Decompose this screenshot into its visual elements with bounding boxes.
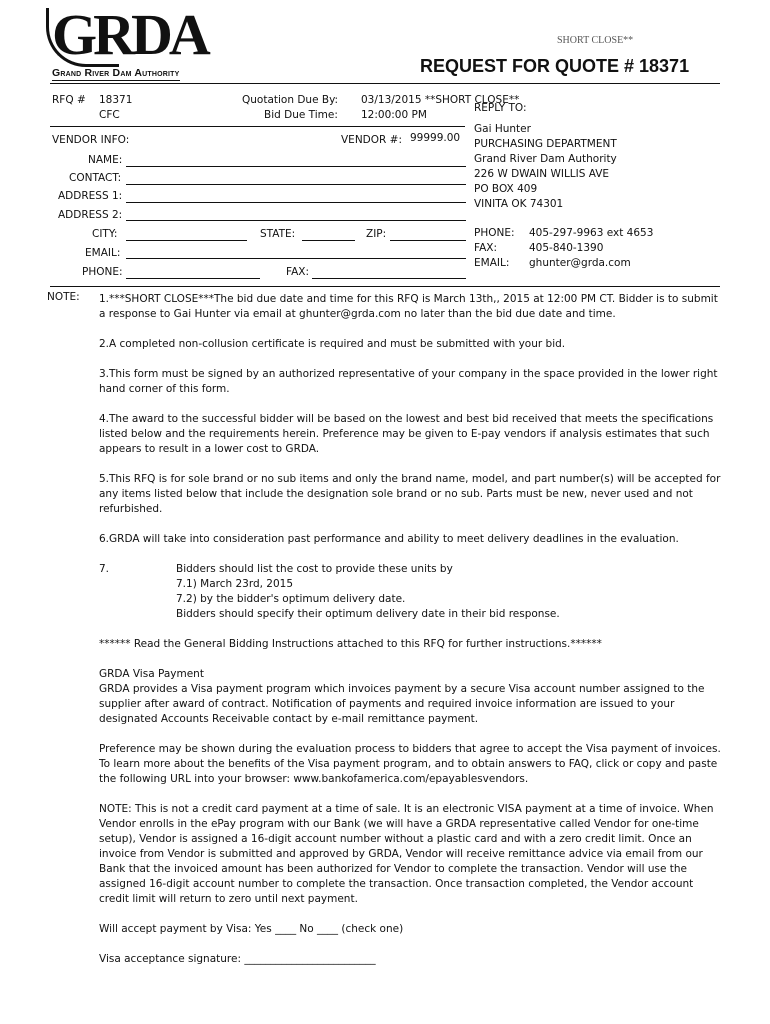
note-7-line: 7.2) by the bidder's optimum delivery date. bbox=[176, 593, 406, 605]
bid-due-time-value: 12:00:00 PM bbox=[361, 109, 427, 121]
name-label: NAME: bbox=[88, 154, 123, 166]
email-field[interactable] bbox=[126, 258, 466, 259]
phone-label: PHONE: bbox=[82, 266, 123, 278]
note-7-number: 7. bbox=[99, 563, 110, 575]
visa-signature-line[interactable]: Visa acceptance signature: _________________________ bbox=[99, 953, 376, 965]
fax-field[interactable] bbox=[312, 278, 466, 279]
city-field[interactable] bbox=[126, 240, 247, 241]
note-7-line: 7.1) March 23rd, 2015 bbox=[176, 578, 294, 590]
reply-phone-label: PHONE: bbox=[474, 227, 515, 239]
reply-line: PURCHASING DEPARTMENT bbox=[474, 138, 617, 150]
quotation-due-label: Quotation Due By: bbox=[242, 94, 339, 106]
address2-label: ADDRESS 2: bbox=[58, 209, 123, 221]
note-2: 2.A completed non-collusion certificate is required and must be submitted with your bid. bbox=[99, 338, 566, 350]
reply-fax-label: FAX: bbox=[474, 242, 497, 254]
rfq-type: CFC bbox=[99, 109, 120, 121]
reply-line: PO BOX 409 bbox=[474, 183, 538, 195]
vendor-number-value: 99999.00 bbox=[410, 132, 461, 144]
vendor-number-label: VENDOR #: bbox=[341, 134, 402, 146]
visa-paragraph-3: NOTE: This is not a credit card payment at a time of sale. It is an electronic VISA payment at a time of invoice. When Vendor enrolls in the ePay program with our Bank (we will have a GRDA representative called Vendor for one-time setup), Vendor is assigned a 16-digit account number without a plastic card and with a zero credit limit. Once an invoice from Vendor is submitted and approved by GRDA, Vendor will receive remittance advice via email from our Bank that the invoiced amount has been authorized for Vendor to complete the transaction. Vendor will use the assigned 16-digit account number to complete the transaction. Once transaction completed, the Vendor account credit limit will return to zero until next payment. bbox=[99, 803, 714, 905]
contact-field[interactable] bbox=[126, 184, 466, 185]
logo-wordmark: GRDA bbox=[52, 2, 207, 67]
vendor-divider bbox=[50, 126, 465, 127]
rfq-number: 18371 bbox=[99, 94, 133, 106]
visa-paragraph-1: GRDA provides a Visa payment program which invoices payment by a secure Visa account number assigned to the supplier after award of contract. Notification of payments and required invoice information are issued to your designated Accounts Receivable contact by e-mail remittance payment. bbox=[99, 683, 705, 725]
quotation-due-value: 03/13/2015 **SHORT CLOSE** bbox=[361, 94, 520, 106]
city-label: CITY: bbox=[92, 228, 118, 240]
address1-field[interactable] bbox=[126, 202, 466, 203]
page-title: REQUEST FOR QUOTE # 18371 bbox=[420, 56, 690, 76]
note-4: 4.The award to the successful bidder will be based on the lowest and best bid received that meets the specifications listed below and the requirements herein. Preference may be given to E-pay vendors if analysis estimates that such appears to result in a lower cost to GRDA. bbox=[99, 413, 714, 455]
email-label: EMAIL: bbox=[85, 247, 121, 259]
state-label: STATE: bbox=[260, 228, 296, 240]
name-field[interactable] bbox=[126, 166, 466, 167]
rfq-label: RFQ # bbox=[52, 94, 86, 106]
address2-field[interactable] bbox=[126, 220, 466, 221]
reply-phone-value: 405-297-9963 ext 4653 bbox=[529, 227, 654, 239]
reply-email-label: EMAIL: bbox=[474, 257, 510, 269]
accept-visa-line[interactable]: Will accept payment by Visa: Yes ____ No ____ (check one) bbox=[99, 923, 404, 935]
state-field[interactable] bbox=[302, 240, 355, 241]
general-instructions: ****** Read the General Bidding Instructions attached to this RFQ for further instructions.****** bbox=[99, 638, 602, 650]
notes-section bbox=[99, 292, 721, 982]
reply-line: VINITA OK 74301 bbox=[474, 198, 564, 210]
visa-title: GRDA Visa Payment bbox=[99, 668, 204, 680]
address1-label: ADDRESS 1: bbox=[58, 190, 123, 202]
reply-line: Grand River Dam Authority bbox=[474, 153, 617, 165]
short-close-note: SHORT CLOSE** bbox=[557, 35, 634, 46]
note-1: 1.***SHORT CLOSE***The bid due date and time for this RFQ is March 13th,, 2015 at 12:00 PM CT. Bidder is to submit a response to Gai Hunter via email at ghunter@grda.com no later than the bid due date and time. bbox=[99, 293, 718, 320]
reply-line: Gai Hunter bbox=[474, 123, 531, 135]
phone-field[interactable] bbox=[126, 278, 260, 279]
logo-subtitle: Grand River Dam Authority bbox=[52, 67, 180, 79]
fax-label: FAX: bbox=[286, 266, 309, 278]
note-7-line: Bidders should specify their optimum delivery date in their bid response. bbox=[176, 608, 560, 620]
note-3: 3.This form must be signed by an authorized representative of your company in the space provided in the lower right hand corner of this form. bbox=[99, 368, 718, 395]
visa-paragraph-2: Preference may be shown during the evaluation process to bidders that agree to accept the Visa payment of invoices. To learn more about the benefits of the Visa payment program, and to obtain answers to FAQ, click or copy and paste the following URL into your browser: www.bankofamerica.com/epayablesvendors. bbox=[99, 743, 721, 785]
note-7-line: Bidders should list the cost to provide these units by bbox=[176, 563, 453, 575]
note-divider bbox=[50, 286, 720, 287]
contact-label: CONTACT: bbox=[69, 172, 122, 184]
bid-due-time-label: Bid Due Time: bbox=[264, 109, 338, 121]
note-6: 6.GRDA will take into consideration past performance and ability to meet delivery deadlines in the evaluation. bbox=[99, 533, 679, 545]
reply-fax-value: 405-840-1390 bbox=[529, 242, 604, 254]
header-divider bbox=[50, 83, 720, 84]
logo-underline bbox=[52, 80, 180, 81]
zip-label: ZIP: bbox=[366, 228, 387, 240]
note-label: NOTE: bbox=[47, 291, 80, 303]
reply-line: 226 W DWAIN WILLIS AVE bbox=[474, 168, 610, 180]
vendor-info-label: VENDOR INFO: bbox=[52, 134, 130, 146]
reply-to-label: REPLY TO: bbox=[474, 102, 527, 114]
note-5: 5.This RFQ is for sole brand or no sub items and only the brand name, model, and part number(s) will be accepted for any items listed below that include the designation sole brand or no sub. Parts must be new, never used and not refurbished. bbox=[99, 473, 721, 515]
zip-field[interactable] bbox=[390, 240, 466, 241]
note-7 bbox=[99, 562, 721, 577]
reply-email-value[interactable]: ghunter@grda.com bbox=[529, 257, 631, 269]
